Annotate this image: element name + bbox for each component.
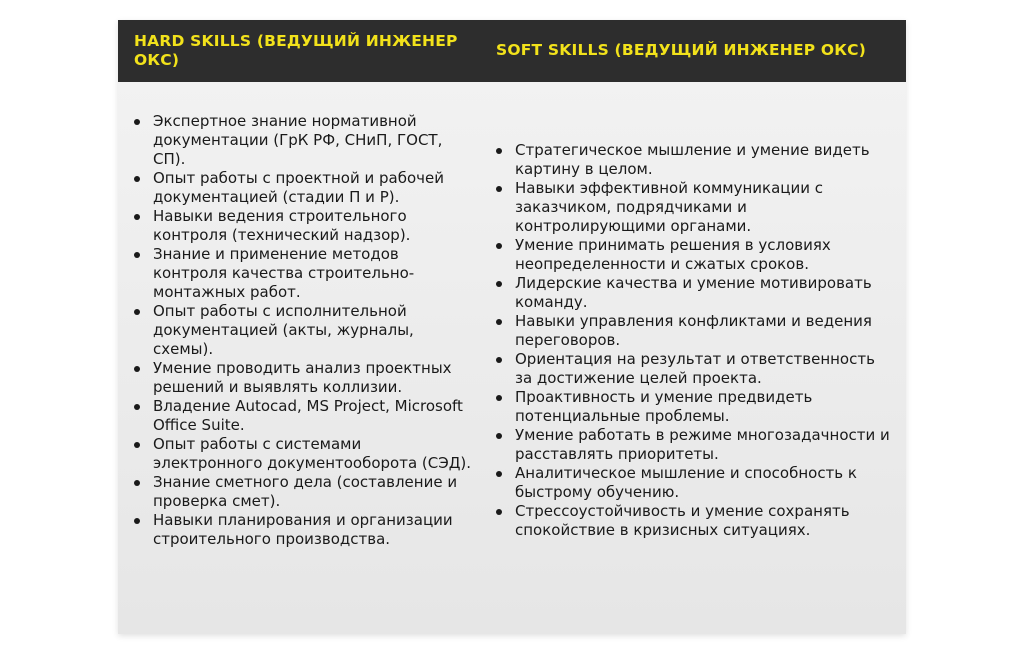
list-item: Навыки эффективной коммуникации с заказчиком, подрядчиками и контролирующими органами. [496, 179, 896, 236]
list-item: Проактивность и умение предвидеть потенциальные проблемы. [496, 388, 896, 426]
list-item: Знание и применение методов контроля качества строительно-монтажных работ. [134, 245, 474, 302]
list-item: Опыт работы с исполнительной документацией (акты, журналы, схемы). [134, 302, 474, 359]
list-item: Лидерские качества и умение мотивировать команду. [496, 274, 896, 312]
list-item: Владение Autocad, MS Project, Microsoft Office Suite. [134, 397, 474, 435]
soft-skills-heading: SOFT SKILLS (ВЕДУЩИЙ ИНЖЕНЕР ОКС) [496, 41, 867, 59]
soft-skills-list [496, 141, 896, 540]
list-item: Умение работать в режиме многозадачности и расставлять приоритеты. [496, 426, 896, 464]
hard-skills-list [134, 112, 474, 549]
list-item: Навыки управления конфликтами и ведения переговоров. [496, 312, 896, 350]
list-item: Навыки ведения строительного контроля (технический надзор). [134, 207, 474, 245]
hard-skills-heading: HARD SKILLS (ВЕДУЩИЙ ИНЖЕНЕР ОКС) [134, 32, 458, 69]
list-item: Стратегическое мышление и умение видеть картину в целом. [496, 141, 896, 179]
list-item: Знание сметного дела (составление и проверка смет). [134, 473, 474, 511]
list-item: Умение проводить анализ проектных решений и выявлять коллизии. [134, 359, 474, 397]
skills-table [118, 20, 906, 634]
list-item: Умение принимать решения в условиях неопределенности и сжатых сроков. [496, 236, 896, 274]
list-item: Экспертное знание нормативной документации (ГрК РФ, СНиП, ГОСТ, СП). [134, 112, 474, 169]
list-item: Навыки планирования и организации строительного производства. [134, 511, 474, 549]
list-item: Опыт работы с проектной и рабочей документацией (стадии П и Р). [134, 169, 474, 207]
list-item: Опыт работы с системами электронного документооборота (СЭД). [134, 435, 474, 473]
list-item: Аналитическое мышление и способность к быстрому обучению. [496, 464, 896, 502]
list-item: Ориентация на результат и ответственность за достижение целей проекта. [496, 350, 896, 388]
table-header [118, 20, 906, 82]
list-item: Стрессоустойчивость и умение сохранять спокойствие в кризисных ситуациях. [496, 502, 896, 540]
